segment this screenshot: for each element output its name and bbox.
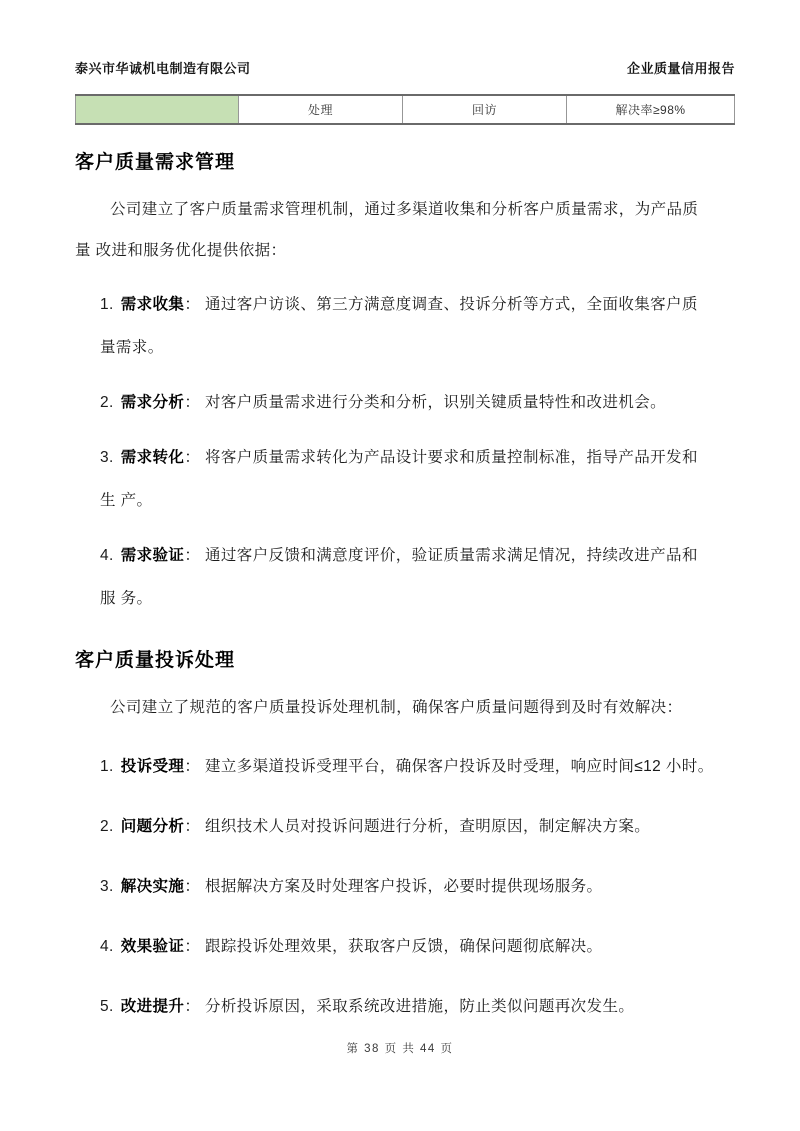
item-term: 需求分析 (120, 394, 185, 411)
item-number: 5. (100, 998, 114, 1015)
item-text: ： 通过客户访谈、第三方满意度调查、投诉分析等方式，全面收集客户质 (184, 296, 698, 313)
item-term: 改进提升 (120, 998, 185, 1015)
table-cell-highlight (75, 96, 238, 123)
list-item (75, 985, 735, 1028)
list-item (75, 865, 735, 908)
item-number: 1. (100, 296, 114, 313)
list-item-line (100, 534, 735, 577)
item-text: ： 建立多渠道投诉受理平台，确保客户投诉及时受理，响应时间≤12 小时。 (184, 758, 714, 775)
item-text: ： 根据解决方案及时处理客户投诉，必要时提供现场服务。 (184, 878, 603, 895)
paragraph-line: 公司建立了规范的客户质量投诉处理机制，确保客户质量问题得到及时有效解决： (110, 699, 683, 716)
paragraph-line: 量 改进和服务优化提供依据： (75, 242, 287, 259)
list-item-line (100, 436, 735, 479)
item-continuation: 生 产。 (100, 492, 153, 509)
section2-intro-paragraph (75, 687, 735, 728)
item-text: ： 通过客户反馈和满意度评价，验证质量需求满足情况，持续改进产品和 (184, 547, 698, 564)
item-number: 3. (100, 449, 114, 466)
list-item-line (100, 283, 735, 326)
list-item (75, 805, 735, 848)
item-text: ： 对客户质量需求进行分类和分析，识别关键质量特性和改进机会。 (184, 394, 667, 411)
list-item (75, 381, 735, 424)
list-item (75, 534, 735, 620)
item-term: 需求收集 (120, 296, 185, 313)
item-term: 解决实施 (120, 878, 185, 895)
list-item-line (100, 985, 735, 1028)
list-item (75, 745, 735, 788)
table-fragment-row (75, 94, 735, 125)
page-content (75, 0, 735, 1028)
item-number: 4. (100, 547, 114, 564)
header-company-name: 泰兴市华诚机电制造有限公司 (75, 61, 251, 76)
list-item-line (100, 381, 735, 424)
table-cell-handle: 处理 (238, 96, 402, 123)
item-text: ： 组织技术人员对投诉问题进行分析，查明原因，制定解决方案。 (184, 818, 651, 835)
item-continuation: 服 务。 (100, 590, 153, 607)
list-item (75, 436, 735, 522)
item-term: 问题分析 (120, 818, 185, 835)
page-number-footer: 第 38 页 共 44 页 (346, 1043, 454, 1055)
item-text: ： 将客户质量需求转化为产品设计要求和质量控制标准，指导产品开发和 (184, 449, 698, 466)
item-number: 3. (100, 878, 114, 895)
item-number: 2. (100, 394, 114, 411)
list-item-line (100, 805, 735, 848)
section-title-quality-requirements: 客户质量需求管理 (75, 152, 236, 173)
table-cell-resolution-rate: 解决率≥98% (566, 96, 735, 123)
item-number: 2. (100, 818, 114, 835)
running-header (75, 0, 735, 77)
section2-list (75, 745, 735, 1028)
item-text: ： 分析投诉原因，采取系统改进措施，防止类似问题再次发生。 (184, 998, 635, 1015)
list-item-line (100, 925, 735, 968)
item-text: ： 跟踪投诉处理效果，获取客户反馈，确保问题彻底解决。 (184, 938, 603, 955)
item-term: 需求验证 (120, 547, 185, 564)
item-continuation: 量需求。 (100, 339, 164, 356)
item-term: 需求转化 (120, 449, 185, 466)
item-number: 1. (100, 758, 114, 775)
list-item-line (100, 745, 735, 788)
list-item (75, 283, 735, 369)
section1-list (75, 283, 735, 620)
list-item-line (100, 865, 735, 908)
table-cell-revisit: 回访 (402, 96, 566, 123)
section-title-complaint-handling: 客户质量投诉处理 (75, 650, 236, 671)
item-term: 效果验证 (120, 938, 185, 955)
section1-intro-paragraph (75, 189, 735, 271)
header-report-title: 企业质量信用报告 (626, 61, 735, 76)
item-term: 投诉受理 (120, 758, 185, 775)
list-item (75, 925, 735, 968)
paragraph-line: 公司建立了客户质量需求管理机制，通过多渠道收集和分析客户质量需求，为产品质 (110, 201, 699, 218)
item-number: 4. (100, 938, 114, 955)
